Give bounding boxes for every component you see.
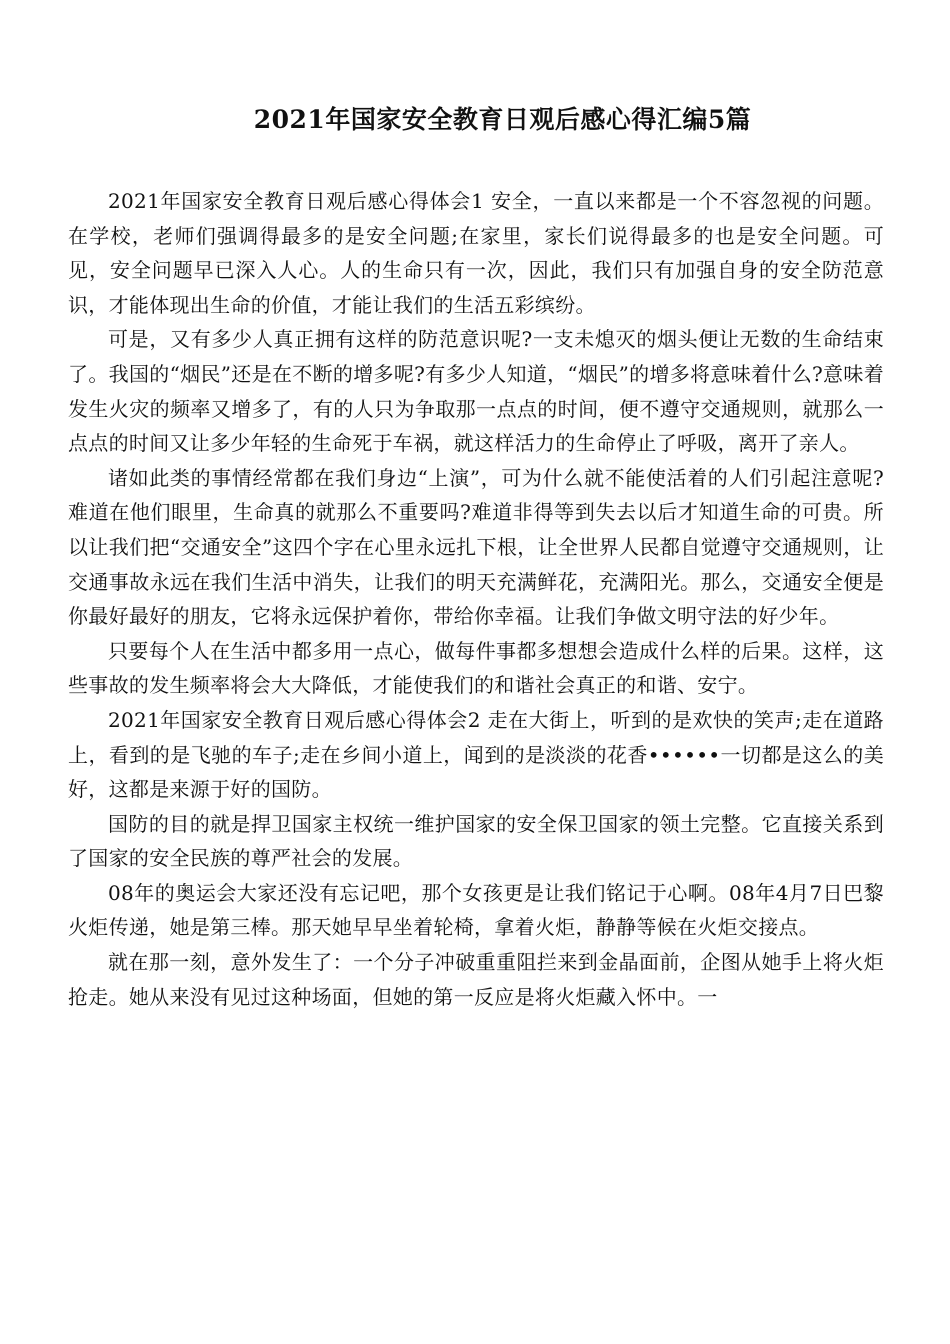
paragraph: 诸如此类的事情经常都在我们身边“上演”，可为什么就不能使活着的人们引起注意呢?难道在他们眼里，生命真的就那么不重要吗?难道非得等到失去以后才知道生命的可贵。所以让我们把“交通安全”这四个字在心里永远扎下根，让全世界人民都自觉遵守交通规则，让交通事故永远在我们生活中消失，让我们的明天充满鲜花，充满阳光。那么，交通安全便是你最好最好的朋友，它将永远保护着你，带给你幸福。让我们争做文明守法的好少年。 [68,465,884,629]
paragraph: 可是，又有多少人真正拥有这样的防范意识呢?一支未熄灭的烟头便让无数的生命结束了。我国的“烟民”还是在不断的增多呢?有多少人知道，“烟民”的增多将意味着什么?意味着发生火灾的频率又增多了，有的人只为争取那一点点的时间，便不遵守交通规则，就那么一点点的时间又让多少年轻的生命死于车祸，就这样活力的生命停止了呼吸，离开了亲人。 [68,327,884,456]
paragraph: 2021年国家安全教育日观后感心得体会1 安全，一直以来都是一个不容忽视的问题。在学校，老师们强调得最多的是安全问题;在家里，家长们说得最多的也是安全问题。可见，安全问题早已深入人心。人的生命只有一次，因此，我们只有加强自身的安全防范意识，才能体现出生命的价值，才能让我们的生活五彩缤纷。 [68,189,884,317]
paragraph: 2021年国家安全教育日观后感心得体会2 走在大街上，听到的是欢快的笑声;走在道路上，看到的是飞驰的车子;走在乡间小道上，闻到的是淡淡的花香••••••一切都是这么的美好，这都是来源于好的国防。 [68,707,884,802]
paragraph: 国防的目的就是捍卫国家主权统一维护国家的安全保卫国家的领土完整。它直接关系到了国家的安全民族的尊严社会的发展。 [68,811,884,871]
document-body [68,184,884,1014]
paragraph: 就在那一刻，意外发生了：一个分子冲破重重阻拦来到金晶面前，企图从她手上将火炬抢走。她从来没有见过这种场面，但她的第一反应是将火炬藏入怀中。一 [68,950,884,1009]
paragraph: 只要每个人在生活中都多用一点心，做每件事都多想想会造成什么样的后果。这样，这些事故的发生频率将会大大降低，才能使我们的和谐社会真正的和谐、安宁。 [68,638,884,698]
paragraph: 08年的奥运会大家还没有忘记吧，那个女孩更是让我们铭记于心啊。08年4月7日巴黎火炬传递，她是第三棒。那天她早早坐着轮椅，拿着火炬，静静等候在火炬交接点。 [68,880,884,940]
document-title: 2021年国家安全教育日观后感心得汇编5篇 [253,105,752,134]
